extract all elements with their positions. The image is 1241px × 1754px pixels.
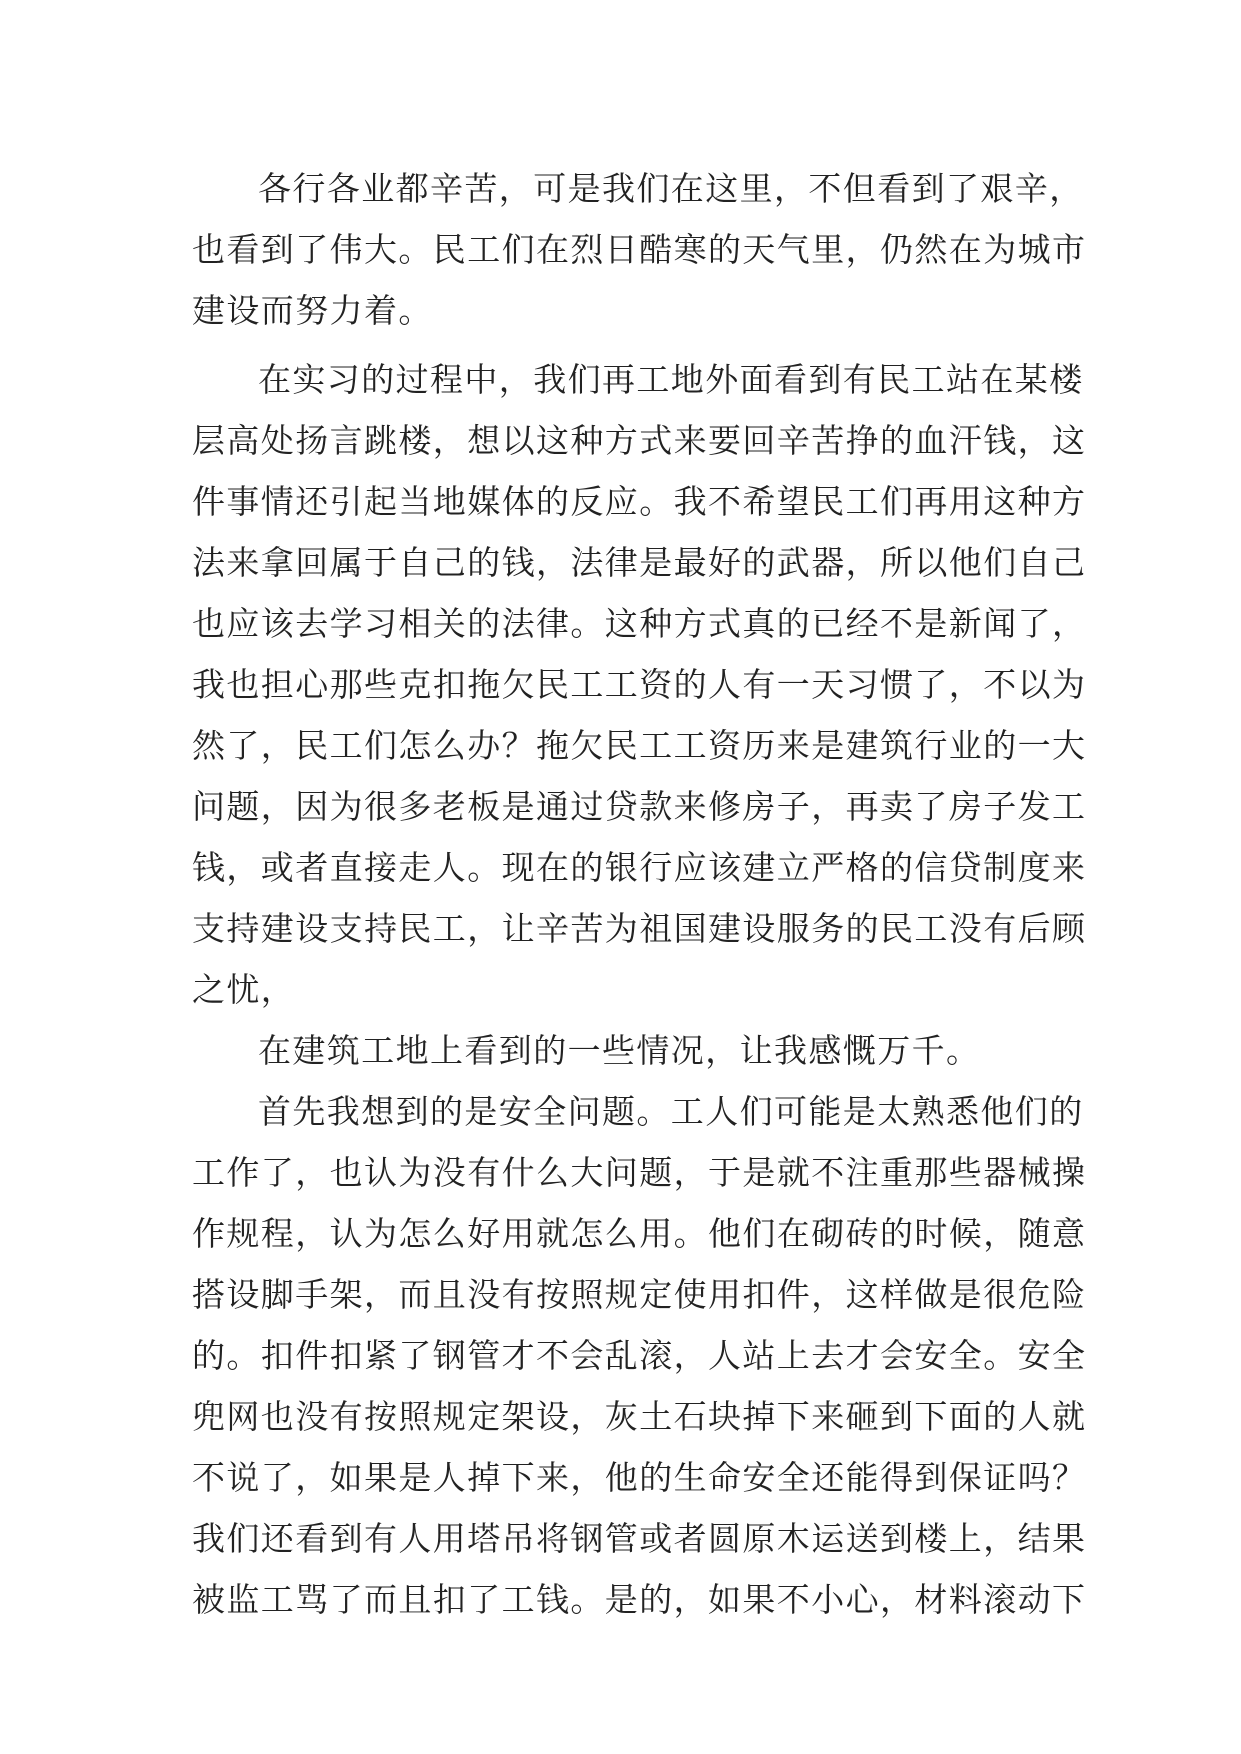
paragraph-2-line-8: 问题，因为很多老板是通过贷款来修房子，再卖了房子发工 xyxy=(192,787,1087,826)
paragraph-3-line-1: 在建筑工地上看到的一些情况，让我感慨万千。 xyxy=(258,1031,981,1070)
paragraph-4-line-4: 搭设脚手架，而且没有按照规定使用扣件，这样做是很危险 xyxy=(192,1275,1087,1314)
paragraph-2-line-7: 然了，民工们怎么办？拖欠民工工资历来是建筑行业的一大 xyxy=(192,726,1087,765)
paragraph-4-line-9: 被监工骂了而且扣了工钱。是的，如果不小心，材料滚动下 xyxy=(192,1580,1087,1619)
paragraph-2-line-2: 层高处扬言跳楼，想以这种方式来要回辛苦挣的血汗钱，这 xyxy=(192,421,1087,460)
paragraph-2-line-6: 我也担心那些克扣拖欠民工工资的人有一天习惯了，不以为 xyxy=(192,665,1087,704)
paragraph-4-line-5: 的。扣件扣紧了钢管才不会乱滚，人站上去才会安全。安全 xyxy=(192,1336,1087,1375)
paragraph-2-line-4: 法来拿回属于自己的钱，法律是最好的武器，所以他们自己 xyxy=(192,543,1087,582)
paragraph-2-line-9: 钱，或者直接走人。现在的银行应该建立严格的信贷制度来 xyxy=(192,848,1087,887)
paragraph-1-line-1: 各行各业都辛苦，可是我们在这里，不但看到了艰辛， xyxy=(258,169,1084,208)
paragraph-4-line-3: 作规程，认为怎么好用就怎么用。他们在砌砖的时候，随意 xyxy=(192,1214,1087,1253)
paragraph-4-line-6: 兜网也没有按照规定架设，灰土石块掉下来砸到下面的人就 xyxy=(192,1397,1087,1436)
paragraph-2-line-10: 支持建设支持民工，让辛苦为祖国建设服务的民工没有后顾 xyxy=(192,909,1087,948)
paragraph-4-line-2: 工作了，也认为没有什么大问题，于是就不注重那些器械操 xyxy=(192,1153,1087,1192)
paragraph-gap xyxy=(192,341,1078,349)
paragraph-4-line-8: 我们还看到有人用塔吊将钢管或者圆原木运送到楼上，结果 xyxy=(192,1519,1087,1558)
document-body xyxy=(192,158,1087,1630)
paragraph-1-line-3: 建设而努力着。 xyxy=(192,291,433,330)
paragraph-4-line-7: 不说了，如果是人掉下来，他的生命安全还能得到保证吗？ xyxy=(192,1458,1087,1497)
paragraph-2-line-3: 件事情还引起当地媒体的反应。我不希望民工们再用这种方 xyxy=(192,482,1087,521)
paragraph-2-line-1: 在实习的过程中，我们再工地外面看到有民工站在某楼 xyxy=(258,360,1084,399)
paragraph-2-line-5: 也应该去学习相关的法律。这种方式真的已经不是新闻了， xyxy=(192,604,1087,643)
paragraph-2-line-11: 之忧， xyxy=(192,970,296,1009)
paragraph-4-line-1: 首先我想到的是安全问题。工人们可能是太熟悉他们的 xyxy=(258,1092,1084,1131)
paragraph-1-line-2: 也看到了伟大。民工们在烈日酷寒的天气里，仍然在为城市 xyxy=(192,230,1087,269)
